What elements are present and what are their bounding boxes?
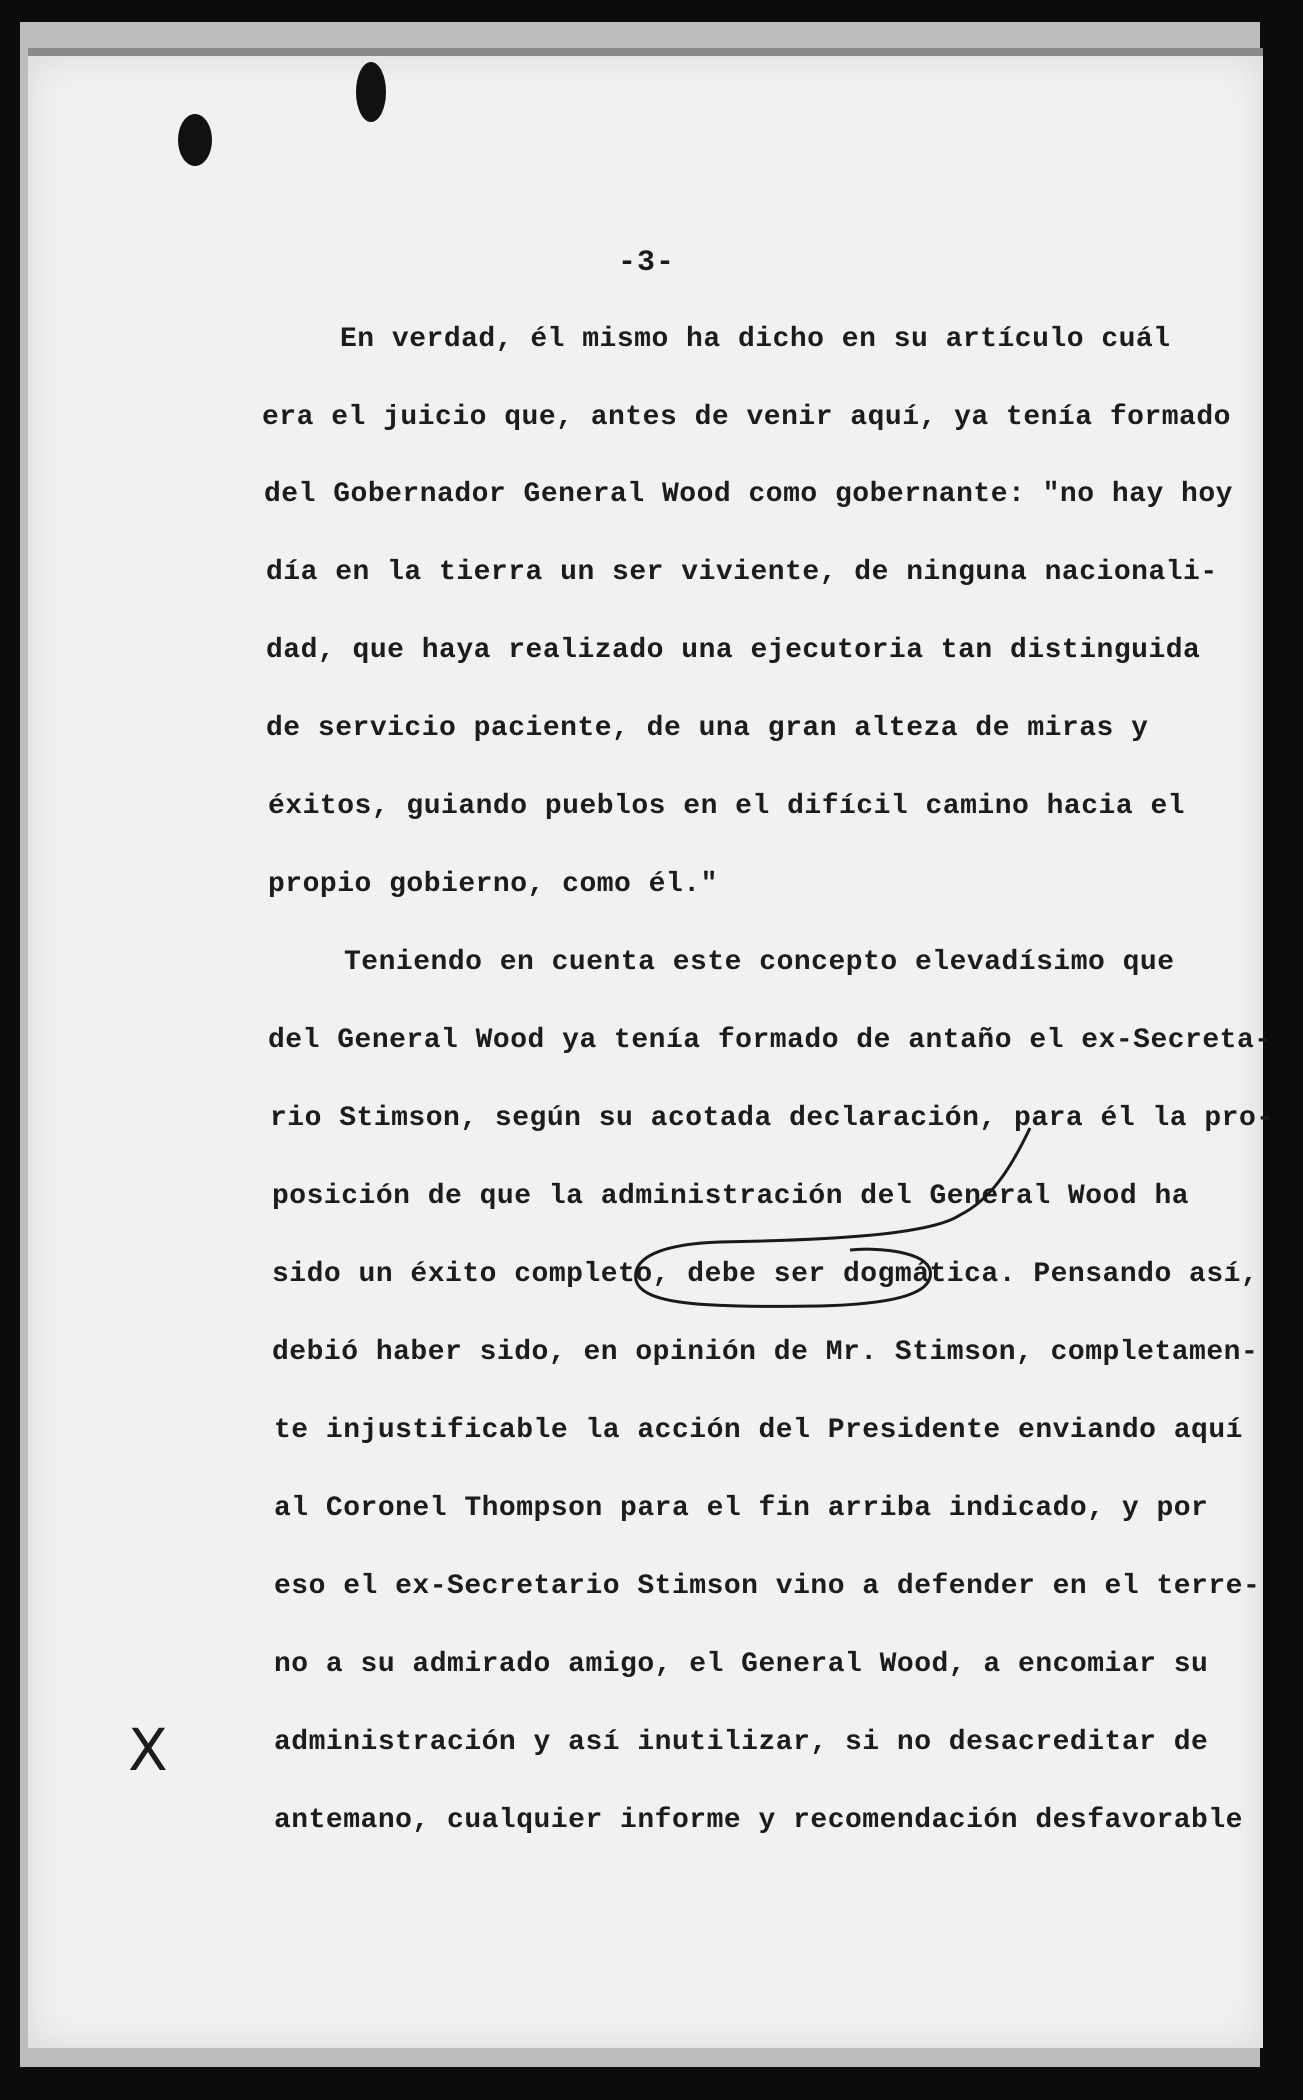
text-line: día en la tierra un ser viviente, de ninguna nacionali- [266, 557, 1218, 588]
page-number: -3- [618, 246, 676, 280]
text-line: éxitos, guiando pueblos en el difícil camino hacia el [268, 791, 1186, 822]
text-line: rio Stimson, según su acotada declaración, para él la pro- [270, 1103, 1274, 1134]
text-line: del Gobernador General Wood como gobernante: "no hay hoy [264, 479, 1233, 510]
text-line: En verdad, él mismo ha dicho en su artículo cuál [340, 324, 1171, 355]
text-line: no a su admirado amigo, el General Wood, a encomiar su [274, 1649, 1209, 1680]
text-line: del General Wood ya tenía formado de antaño el ex-Secreta- [268, 1025, 1272, 1056]
text-line: eso el ex-Secretario Stimson vino a defender en el terre- [274, 1571, 1261, 1602]
text-line: Teniendo en cuenta este concepto elevadísimo que [344, 947, 1175, 978]
text-line: administración y así inutilizar, si no desacreditar de [274, 1727, 1209, 1758]
text-line: sido un éxito completo, debe ser dogmática. Pensando así, [272, 1259, 1259, 1290]
text-line: de servicio paciente, de una gran alteza de miras y [266, 713, 1149, 744]
text-line: debió haber sido, en opinión de Mr. Stimson, completamen- [272, 1337, 1259, 1368]
text-line: posición de que la administración del General Wood ha [272, 1181, 1190, 1212]
margin-mark: X [128, 1716, 168, 1784]
binder-hole [178, 114, 212, 166]
text-line: al Coronel Thompson para el fin arriba indicado, y por [274, 1493, 1209, 1524]
text-line: era el juicio que, antes de venir aquí, ya tenía formado [262, 402, 1231, 433]
text-line: propio gobierno, como él." [268, 869, 718, 900]
text-line: dad, que haya realizado una ejecutoria tan distinguida [266, 635, 1201, 666]
binder-hole [356, 62, 386, 122]
text-line: te injustificable la acción del Presidente enviando aquí [274, 1415, 1243, 1446]
text-line: antemano, cualquier informe y recomendación desfavorable [274, 1805, 1243, 1836]
